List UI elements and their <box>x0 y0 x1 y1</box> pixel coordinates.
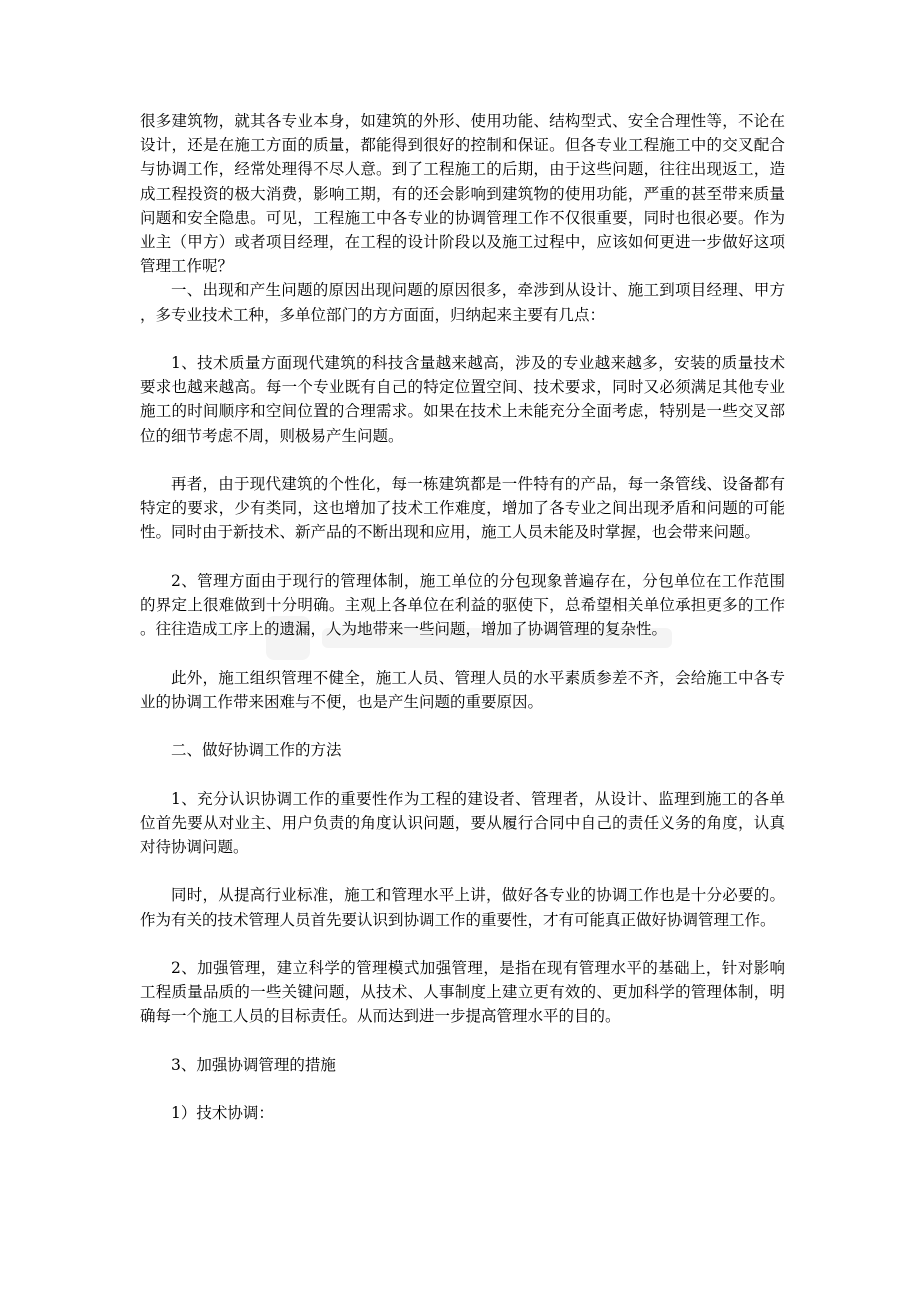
paragraph-intro: 很多建筑物，就其各专业本身，如建筑的外形、使用功能、结构型式、安全合理性等，不论在设计，还是在施工方面的质量，都能得到很好的控制和保证。但各专业工程施工中的交叉配合与协调工作，经常处理得不尽人意。到了工程施工的后期，由于这些问题，往往出现返工，造成工程投资的极大消费，影响工期，有的还会影响到建筑物的使用功能，严重的甚至带来质量问题和安全隐患。可见，工程施工中各专业的协调管理工作不仅很重要，同时也很必要。作为业主（甲方）或者项目经理，在工程的设计阶段以及施工过程中，应该如何更进一步做好这项管理工作呢？ <box>140 112 785 276</box>
subsection-measures-heading: 3、加强协调管理的措施 <box>171 1055 336 1074</box>
document-body <box>140 109 785 1125</box>
paragraph-industry-standard: 同时，从提高行业标准，施工和管理水平上讲，做好各专业的协调工作也是十分必要的。作为有关的技术管理人员首先要认识到协调工作的重要性，才有可能真正做好协调管理工作。 <box>140 886 785 929</box>
paragraph-technical-quality: 1、技术质量方面现代建筑的科技含量越来越高，涉及的专业越来越多，安装的质量技术要求也越来越高。每一个专业既有自己的特定位置空间、技术要求，同时又必须满足其他专业施工的时间顺序和空间位置的合理需求。如果在技术上未能充分全面考虑，特别是一些交叉部位的细节考虑不周，则极易产生问题。 <box>140 354 785 445</box>
section-two-heading: 二、做好协调工作的方法 <box>171 741 342 760</box>
paragraph-recognize-importance: 1、充分认识协调工作的重要性作为工程的建设者、管理者，从设计、监理到施工的各单位首先要从对业主、用户负责的角度认识问题，要从履行合同中自己的责任义务的角度，认真对待协调问题。 <box>140 789 785 856</box>
paragraph-management-aspect: 2、管理方面由于现行的管理体制，施工单位的分包现象普遍存在，分包单位在工作范围的界定上很难做到十分明确。主观上各单位在利益的驱使下，总希望相关单位承担更多的工作。往往造成工序上的遗漏，人为地带来一些问题，增加了协调管理的复杂性。 <box>140 571 785 639</box>
subsection-technical-coordination: 1）技术协调： <box>171 1104 274 1123</box>
paragraph-section-one-heading: 一、出现和产生问题的原因出现问题的原因很多，牵涉到从设计、施工到项目经理、甲方，多专业技术工种，多单位部门的方方面面，归纳起来主要有几点： <box>140 281 785 324</box>
paragraph-strengthen-management: 2、加强管理，建立科学的管理模式加强管理，是指在现有管理水平的基础上，针对影响工程质量品质的一些关键问题，从技术、人事制度上建立更有效的、更加科学的管理体制，明确每一个施工人员的目标责任。从而达到进一步提高管理水平的目的。 <box>140 958 785 1026</box>
paragraph-personalization: 再者，由于现代建筑的个性化，每一栋建筑都是一件特有的产品，每一条管线、设备都有特定的要求，少有类同，这也增加了技术工作难度，增加了各专业之间出现矛盾和问题的可能性。同时由于新技术、新产品的不断出现和应用，施工人员未能及时掌握，也会带来问题。 <box>140 475 785 542</box>
paragraph-organization: 此外，施工组织管理不健全，施工人员、管理人员的水平素质参差不齐，会给施工中各专业的协调工作带来困难与不便，也是产生问题的重要原因。 <box>140 668 785 711</box>
